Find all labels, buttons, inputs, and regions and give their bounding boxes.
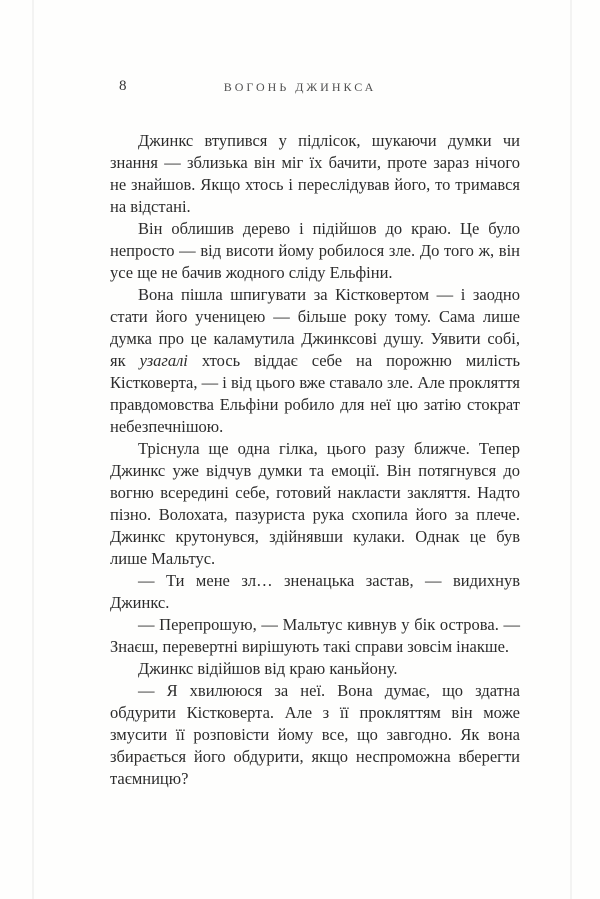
- page-number: 8: [119, 78, 127, 94]
- paragraph: [110, 284, 520, 438]
- dialogue-paragraph: — Перепрошую, — Мальтус кивнув у бік острова. — Знаєш, перевертні вирішують такі справи зовсім інакше.: [110, 615, 520, 656]
- running-title: ВОГОНЬ ДЖИНКСА: [223, 80, 377, 94]
- paragraph: Джинкс втупився у підлісок, шукаючи думки чи знання — зблизька він міг їх бачити, проте зараз нічого не знайшов. Якщо хтось і переслідував його, то тримався на відстані.: [110, 131, 520, 216]
- paragraph-text-segment: Вона пішла шпигувати за Кістковертом — і заодно стати його ученицею — більше року тому. Сама лише думка про це каламутила Джинксові душу. Уявити собі, як: [110, 285, 520, 370]
- scan-edge-right: [570, 0, 572, 899]
- italic-word: узагалі: [139, 351, 188, 370]
- paragraph: Джинкс відійшов від краю каньйону.: [138, 659, 398, 678]
- paragraph: Він облишив дерево і підійшов до краю. Це було непросто — від висоти йому робилося зле. До того ж, він усе ще не бачив жодного сліду Ельфіни.: [110, 219, 520, 282]
- text-block: [110, 130, 520, 790]
- scan-edge-left: [32, 0, 34, 899]
- paragraph: Тріснула ще одна гілка, цього разу ближче. Тепер Джинкс уже відчув думки та емоції. Він потягнувся до вогню всередині себе, готовий накласти закляття. Надто пізно. Волохата, пазуриста рука схопила його за плече. Джинкс крутонувся, здійнявши кулаки. Однак це був лише Мальтус.: [110, 439, 520, 568]
- paragraph-text-segment: хтось віддає себе на порожню милість Кістковерта, — і від цього вже ставало зле. Але прокляття правдомовства Ельфіни робило для неї цю затію стократ небезпечнішою.: [110, 351, 521, 436]
- dialogue-paragraph: — Я хвилююся за неї. Вона думає, що здатна обдурити Кістковерта. Але з її прокляттям він може змусити її розповісти йому все, що завгодно. Як вона збирається його обдурити, якщо неспроможна вберегти таємницю?: [110, 681, 520, 788]
- page-header: [0, 78, 600, 98]
- dialogue-paragraph: — Ти мене зл… зненацька застав, — видихнув Джинкс.: [110, 571, 520, 612]
